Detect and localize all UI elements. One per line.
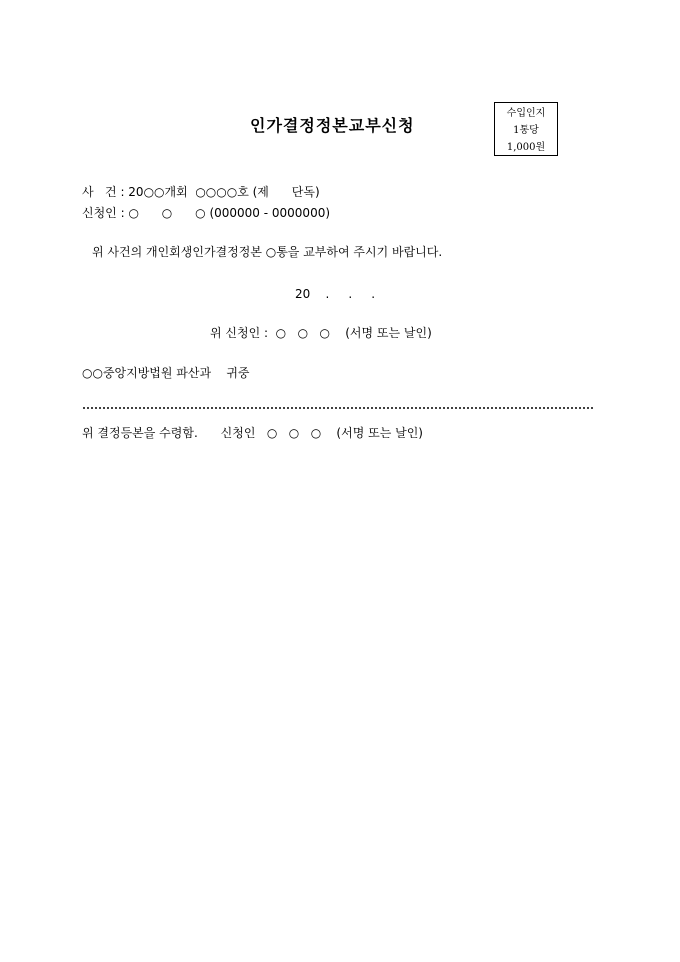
stamp-line-fee: 1,000원	[506, 142, 546, 153]
applicant-line: 신청인 : ○ ○ ○ (000000 - 0000000)	[82, 206, 331, 220]
revenue-stamp-box	[494, 102, 558, 156]
stamp-line-label: 수입인지	[506, 108, 546, 119]
applicant-signature-line: 위 신청인 : ○ ○ ○ (서명 또는 날인)	[210, 326, 432, 340]
receipt-confirmation-line: 위 결정등본을 수령함. 신청인 ○ ○ ○ (서명 또는 날인)	[82, 426, 423, 440]
date-line: 20 . . .	[295, 287, 376, 301]
court-addressee: ○○중앙지방법원 파산과 귀중	[82, 366, 250, 380]
stamp-line-unit: 1통당	[513, 125, 539, 136]
request-statement: 위 사건의 개인회생인가결정정본 ○통을 교부하여 주시기 바랍니다.	[92, 245, 443, 259]
document-title: 인가결정정본교부신청	[250, 116, 415, 135]
case-number-line: 사 건 : 20○○개회 ○○○○호 (제 단독)	[82, 185, 320, 199]
dotted-divider	[82, 406, 594, 410]
